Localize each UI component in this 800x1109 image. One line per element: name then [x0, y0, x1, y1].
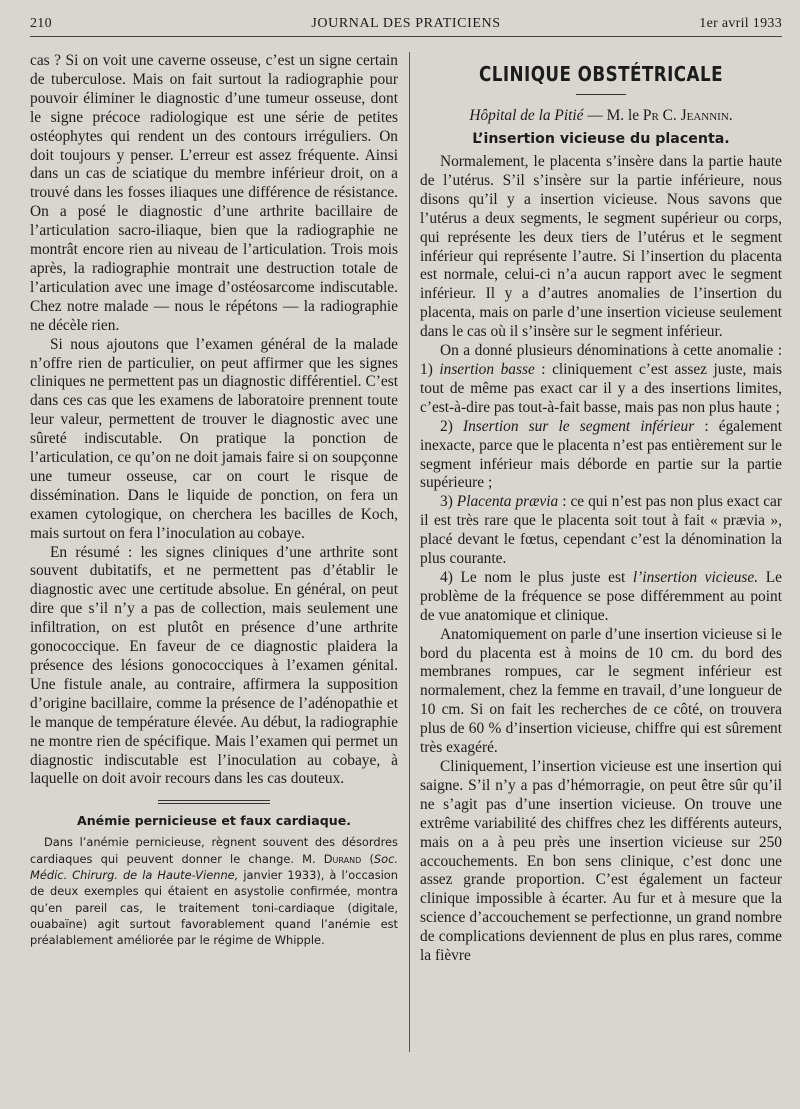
left-column — [30, 52, 398, 948]
emphasis: l’insertion vicieuse. — [632, 568, 759, 586]
body-paragraph — [420, 569, 782, 626]
text-run: janvier 1933), à l’occasion de deux exemples qui étaient en asystolie confirmée, montra qu’en pareil cas, le traitement toni-cardiaque (digitale, ouabaïne) agit surtout favorablement quand l’anémie est préalablement améliorée par le régime de Whipple. — [30, 867, 398, 948]
body-paragraph: Si nous ajoutons que l’examen général de la malade n’offre rien de particulier, on peut affirmer que les signes cliniques ne permettent pas un diagnostic différentiel. C’est dans ces cas que les examens de laboratoire prennent toute leur valeur, permettent de trouver le diagnostic avec une sûreté indiscutable. On pratique la ponction de l’articulation, ce qu’on ne doit jamais faire si on soupçonne une tumeur osseuse, car on court le risque de dissémination. Dans le liquide de ponction, on fera un examen cytologique, on cherchera les bacilles de Koch, mais surtout on fera l’inoculation au cobaye. — [30, 335, 398, 542]
section-separator — [30, 791, 398, 811]
body-paragraph — [420, 418, 782, 494]
text-run: 2) — [440, 417, 463, 435]
body-paragraph: Anatomiquement on parle d’une insertion vicieuse si le bord du placenta est à moins de 10 cm. du bord des membranes rompues, car le segment inférieur est normalement, chez la femme en travail, d’une longueur de 10 cm. Si on fait les recherches de ce côté, on trouvera plus de 60 % d’insertion vicieuse, chiffre qui est sûrement très exagéré. — [420, 625, 782, 757]
text-run: : cliniquement c’est assez juste, mais tout de même pas exact car il y a des insertions limites, c’est-à-dire pas tout-à-fait basse, mais pas non plus haute ; — [420, 360, 782, 416]
source-reference: Soc. Médic. Chirurg. de la Haute-Vienne, — [30, 851, 398, 882]
body-paragraph — [420, 493, 782, 569]
section-title: CLINIQUE OBSTÉTRICALE — [479, 62, 723, 86]
column-divider — [409, 52, 410, 1052]
hospital-line — [420, 107, 782, 125]
page-number: 210 — [30, 16, 52, 31]
subsection-paragraph — [30, 834, 398, 948]
issue-date: 1er avril 1933 — [699, 16, 782, 31]
subsection-title: Anémie pernicieuse et faux cardiaque. — [76, 813, 352, 829]
text-run: 4) Le nom le plus juste est — [440, 568, 633, 586]
text-run: Le problème de la fréquence se pose différemment au point de vue anatomique et clinique. — [420, 568, 782, 624]
emphasis: Placenta prævia — [456, 493, 559, 511]
professor-name: Pr C. Jeannin. — [642, 107, 733, 124]
journal-title: JOURNAL DES PRATICIENS — [311, 16, 501, 31]
running-header — [30, 14, 782, 36]
emphasis: insertion basse — [439, 360, 535, 378]
emphasis: Insertion sur le segment inférieur — [462, 417, 695, 435]
text-run: : ce qui n’est pas non plus exact car il est très rare que le placenta soit tout à fait « prævia », placé devant le fœtus, cependant c’est la dénomination la plus courante. — [420, 493, 782, 568]
body-paragraph — [420, 342, 782, 418]
hospital-name: Hôpital de la Pitié — [469, 107, 584, 124]
body-paragraph: Cliniquement, l’insertion vicieuse est une insertion qui saigne. S’il n’y a pas d’hémorragie, on peut être sûr qu’il ne s’agit pas d’une insertion vicieuse. On trouve une extrême variabilité des chiffres chez les différents auteurs, mais on a à peu près une insertion vicieuse sur 250 accouchements. En bon sens clinique, c’est donc une assez grande proportion. C’est également un facteur clinique impossible à écarter. Au fur et à mesure que la science d’accouchement se perfectionne, un grand nombre de complications deviennent de plus en plus rares, comme la fièvre — [420, 758, 782, 965]
text-run: — M. le — [583, 107, 643, 124]
body-paragraph: cas ? Si on voit une caverne osseuse, c’est un signe certain de tuberculose. Mais on fait surtout la radiographie pour pouvoir éliminer le diagnostic d’une tumeur osseuse, dont le signe précoce radiologique est une série de petites ostéophytes qui rendent un des contours irréguliers. On doit toujours y penser. L’erreur est assez fréquente. Ainsi dans un cas de sciatique du membre inférieur droit, on a trouvé dans les fosses iliaques une différence de résistance. On a posé le diagnostic d’une arthrite bacillaire de l’articulation sacro-iliaque, bien que la radiographie ne montrât encore rien au niveau de l’articulation. Trois mois après, la radiographie montrait une destruction totale de l’articulation avec une image d’ostéosarcome indiscutable. Chez notre malade — nous le répétons — la radiographie ne décèle rien. — [30, 52, 398, 334]
text-run: 3) — [440, 493, 457, 511]
text-run: ( — [361, 851, 374, 866]
header-rule — [30, 36, 782, 37]
body-paragraph: En résumé : les signes cliniques d’une arthrite sont souvent dubitatifs, et ne permettent pas d’établir le diagnostic avec une certitude absolue. En général, on peut dire que s’il n’y a pas de collection, mais seulement une infiltration, on est plutôt en présence d’une arthrite gonococcique. En faveur de ce diagnostic plaidera la présence des lésions gonococciques à l’examen génital. Une fistule anale, au contraire, affirmera la supposition d’origine bacillaire, comme la présence de l’adénopathie et le manque de température élevée. Au début, la radiographie ne montre rien de spécifique. Mais l’examen qui permet un diagnostic indiscutable est l’inoculation au cobaye, à laquelle on doit avoir recours dans les cas douteux. — [30, 543, 398, 788]
title-rule — [576, 94, 626, 95]
text-run: On a donné plusieurs dénominations à cette anomalie : 1) — [420, 342, 782, 378]
subsection-body — [30, 834, 398, 948]
right-column — [420, 52, 782, 966]
article-title: L’insertion vicieuse du placenta. — [472, 131, 730, 147]
author-name: Durand — [323, 851, 362, 866]
body-paragraph: Normalement, le placenta s’insère dans la partie haute de l’utérus. S’il s’insère sur la partie inférieure, nous disons qu’il y a insertion vicieuse. Nous savons que l’utérus a deux segments, le segment supérieur ou corps, qui représente les deux tiers de l’utérus et le segment inférieur qui représente l’autre. Si l’insertion du placenta est normale, celui-ci n’a aucun rapport avec le segment inférieur. Il y a d’autres anomalies de l’insertion du placenta, mais on parle d’une insertion vicieuse seulement dans le cas où il s’insère sur le segment inférieur. — [420, 153, 782, 341]
text-run: Dans l’anémie pernicieuse, règnent souvent des désordres cardiaques qui peuvent donner le change. M. — [30, 835, 398, 866]
text-run: : également inexacte, parce que le placenta n’est pas entièrement sur le segment inférieur mais déborde en partie sur la partie supérieure ; — [420, 417, 782, 492]
